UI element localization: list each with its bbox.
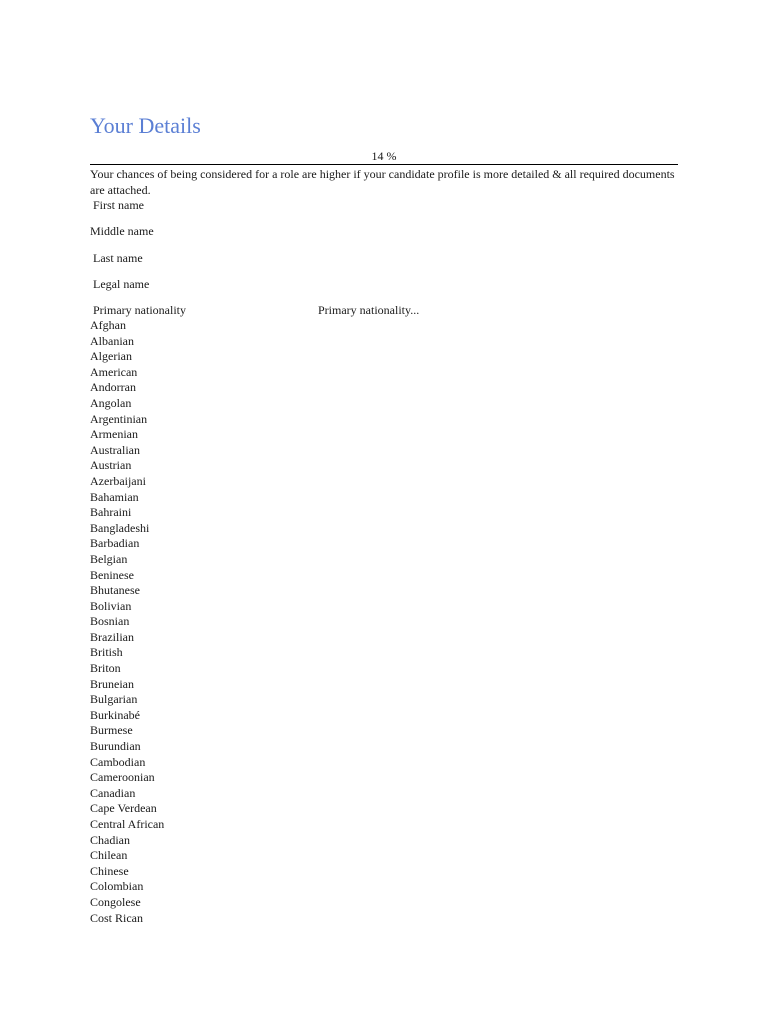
primary-nationality-label: Primary nationality bbox=[93, 303, 186, 317]
nationality-option[interactable]: Congolese bbox=[90, 894, 141, 909]
nationality-option[interactable]: Burkinabé bbox=[90, 707, 140, 722]
nationality-option[interactable]: Cost Rican bbox=[90, 910, 143, 925]
nationality-option[interactable]: American bbox=[90, 364, 138, 379]
primary-nationality-select[interactable]: Primary nationality... bbox=[318, 303, 420, 317]
legal-name-label[interactable]: Legal name bbox=[93, 277, 150, 291]
nationality-option[interactable]: Bolivian bbox=[90, 598, 132, 613]
profile-info-text: Your chances of being considered for a role are higher if your candidate profile is more detailed & all required documents are attached. bbox=[90, 167, 675, 197]
nationality-option[interactable]: Beninese bbox=[90, 567, 134, 582]
progress-percent: 14 % bbox=[371, 149, 397, 163]
nationality-options-list bbox=[90, 318, 164, 926]
nationality-option[interactable]: Angolan bbox=[90, 395, 132, 410]
nationality-option[interactable]: Bruneian bbox=[90, 676, 134, 691]
nationality-option[interactable]: Bosnian bbox=[90, 614, 130, 629]
nationality-option[interactable]: Afghan bbox=[90, 318, 126, 332]
nationality-option[interactable]: Bhutanese bbox=[90, 583, 140, 598]
nationality-option[interactable]: Cameroonian bbox=[90, 770, 155, 785]
nationality-option[interactable]: British bbox=[90, 645, 123, 660]
nationality-option[interactable]: Canadian bbox=[90, 785, 136, 800]
nationality-option[interactable]: Burmese bbox=[90, 723, 133, 738]
nationality-option[interactable]: Brazilian bbox=[90, 629, 134, 644]
nationality-option[interactable]: Chadian bbox=[90, 832, 130, 847]
middle-name-label[interactable]: Middle name bbox=[90, 224, 154, 238]
nationality-option[interactable]: Bulgarian bbox=[90, 692, 138, 707]
first-name-label[interactable]: First name bbox=[93, 198, 144, 212]
page-title: Your Details bbox=[90, 113, 201, 138]
nationality-option[interactable]: Cape Verdean bbox=[90, 801, 157, 816]
profile-progress bbox=[90, 149, 678, 165]
nationality-option[interactable]: Argentinian bbox=[90, 411, 148, 426]
nationality-option[interactable]: Barbadian bbox=[90, 536, 140, 551]
nationality-option[interactable]: Briton bbox=[90, 661, 121, 676]
last-name-label[interactable]: Last name bbox=[93, 251, 143, 265]
nationality-option[interactable]: Azerbaijani bbox=[90, 473, 146, 488]
nationality-option[interactable]: Cambodian bbox=[90, 754, 146, 769]
nationality-option[interactable]: Australian bbox=[90, 442, 140, 457]
nationality-option[interactable]: Albanian bbox=[90, 333, 134, 348]
nationality-option[interactable]: Central African bbox=[90, 817, 165, 831]
nationality-option[interactable]: Bahraini bbox=[90, 505, 132, 520]
nationality-option[interactable]: Belgian bbox=[90, 551, 128, 566]
nationality-option[interactable]: Burundian bbox=[90, 739, 141, 754]
progress-fill bbox=[90, 164, 172, 165]
nationality-option[interactable]: Chilean bbox=[90, 848, 128, 863]
nationality-option[interactable]: Bahamian bbox=[90, 489, 139, 504]
nationality-option[interactable]: Algerian bbox=[90, 349, 132, 364]
progress-bar bbox=[90, 164, 678, 165]
nationality-option[interactable]: Chinese bbox=[90, 863, 129, 878]
nationality-option[interactable]: Bangladeshi bbox=[90, 520, 150, 535]
nationality-option[interactable]: Armenian bbox=[90, 427, 138, 442]
nationality-option[interactable]: Andorran bbox=[90, 380, 136, 395]
nationality-option[interactable]: Colombian bbox=[90, 879, 144, 894]
nationality-option[interactable]: Austrian bbox=[90, 458, 132, 473]
